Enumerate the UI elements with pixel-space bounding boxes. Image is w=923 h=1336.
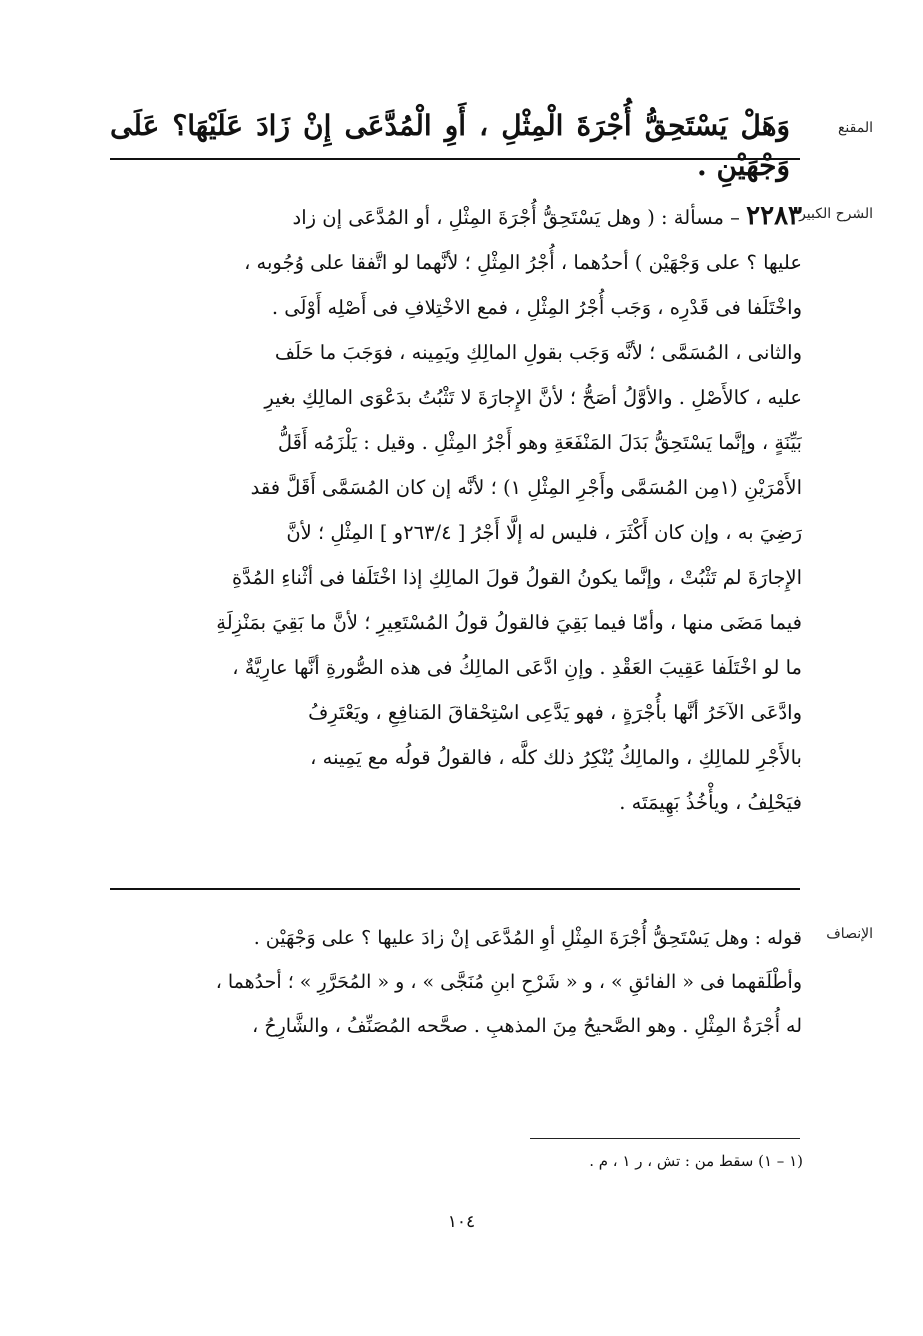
section-label-muqni: المقنع [837, 120, 873, 136]
footnote-divider [530, 1138, 800, 1139]
section-label-sharh: الشرح الكبير [799, 206, 873, 222]
sharh-line: الأَمْرَيْنِ (١مِن المُسَمَّى وأَجْرِ المِثْلِ ١) ؛ لأنَّه إن كان المُسَمَّى أَقَلَّ فقد [250, 476, 802, 499]
sharh-line: الإِجارَةَ لم تَثْبُتْ ، وإنَّما يكونُ القولُ قولَ المالِكِ إذا اخْتَلَفا فى أثْناءِ المُدَّةِ [232, 566, 802, 589]
sharh-line: واخْتَلَفا فى قَدْرِه ، وَجَب أُجْرُ المِثْلِ ، فمع الاخْتِلافِ فى أَصْلِه أَوْلَى . [271, 296, 802, 319]
insaf-text [110, 916, 802, 1048]
insaf-line: وأطْلَقهما فى « الفائقِ » ، و « شَرْحِ ابنِ مُنَجَّى » ، و « المُحَرَّرِ » ؛ أحدُهما ، [215, 971, 802, 993]
sharh-line: فيَحْلِفُ ، ويأْخُذُ بَهِيمَتَه . [619, 791, 802, 814]
insaf-line: له أُجْرَةُ المِثْلِ . وهو الصَّحيحُ مِنَ المذهبِ . صحَّحه المُصَنِّفُ ، والشَّارِحُ ، [252, 1015, 802, 1037]
sharh-line: فيما مَضَى منها ، وأمّا فيما بَقِيَ فالقولُ قولُ المُسْتَعِيرِ ؛ لأنَّ ما بَقِيَ بمَنْزِلَةِ [216, 611, 802, 634]
sharh-line: عليه ، كالأَصْلِ . والأوَّلُ أصَحُّ ؛ لأنَّ الإِجارَةَ لا تَثْبُتُ بدَعْوَى المالِكِ بغيرِ [264, 386, 802, 409]
sharh-line: رَضِيَ به ، وإن كان أَكْثَرَ ، فليس له إلَّا أَجْرُ [ ٢٦٣/٤و ] المِثْلِ ؛ لأنَّ [286, 521, 802, 544]
issue-number: ٢٢٨٣ [746, 201, 802, 231]
muqni-text: وَهَلْ يَسْتَحِقُّ أُجْرَةَ الْمِثْلِ ، أَوِ الْمُدَّعَى إِنْ زَادَ عَلَيْهَا؟ عَلَى وَجْهَيْنِ . [110, 109, 790, 182]
section-divider [110, 888, 800, 890]
section-divider [110, 158, 800, 160]
sharh-line [110, 194, 802, 240]
footnote: (١ – ١) سقط من : تش ، ر ١ ، م . [589, 1152, 803, 1170]
page-number: ١٠٤ [447, 1212, 476, 1232]
sharh-line: بَيِّنَةٍ ، وإنَّما يَسْتَحِقُّ بَدَلَ المَنْفَعَةِ وهو أَجْرُ المِثْلِ . وقيل : يَلْزَمُه أَقَلُّ [277, 431, 802, 454]
sharh-line: والثانى ، المُسَمَّى ؛ لأنَّه وَجَب بقولِ المالِكِ ويَمِينه ، فوَجَبَ ما حَلَف [274, 341, 802, 364]
section-label-insaf: الإنصاف [826, 926, 873, 942]
insaf-line: قوله : وهل يَسْتَحِقُّ أُجْرَةَ المِثْلِ أوِ المُدَّعَى إنْ زادَ عليها ؟ على وَجْهَيْن . [253, 927, 802, 949]
sharh-line: ما لو اخْتَلَفا عَقِيبَ العَقْدِ . وإنِ ادَّعَى المالِكُ فى هذه الصُّورةِ أنَّها عارِيَّةٌ ، [232, 656, 802, 679]
sharh-line: بالأَجْرِ للمالِكِ ، والمالِكُ يُنْكِرُ ذلك كلَّه ، فالقولُ قولُه مع يَمِينه ، [310, 746, 802, 769]
sharh-text [110, 194, 802, 825]
sharh-line: وادَّعَى الآخَرُ أنَّها بأُجْرَةٍ ، فهو يَدَّعِى اسْتِحْقاقَ المَنافِعِ ، ويَعْتَرِفُ [308, 701, 802, 724]
sharh-line-text: – مسألة : ( وهل يَسْتَحِقُّ أُجْرَةَ المِثْلِ ، أو المُدَّعَى إن زاد [292, 206, 740, 229]
sharh-line: عليها ؟ على وَجْهَيْن ) أحدُهما ، أُجْرُ المِثْلِ ؛ لأنَّهما لو اتَّفقا على وُجُوبه ، [244, 251, 802, 274]
